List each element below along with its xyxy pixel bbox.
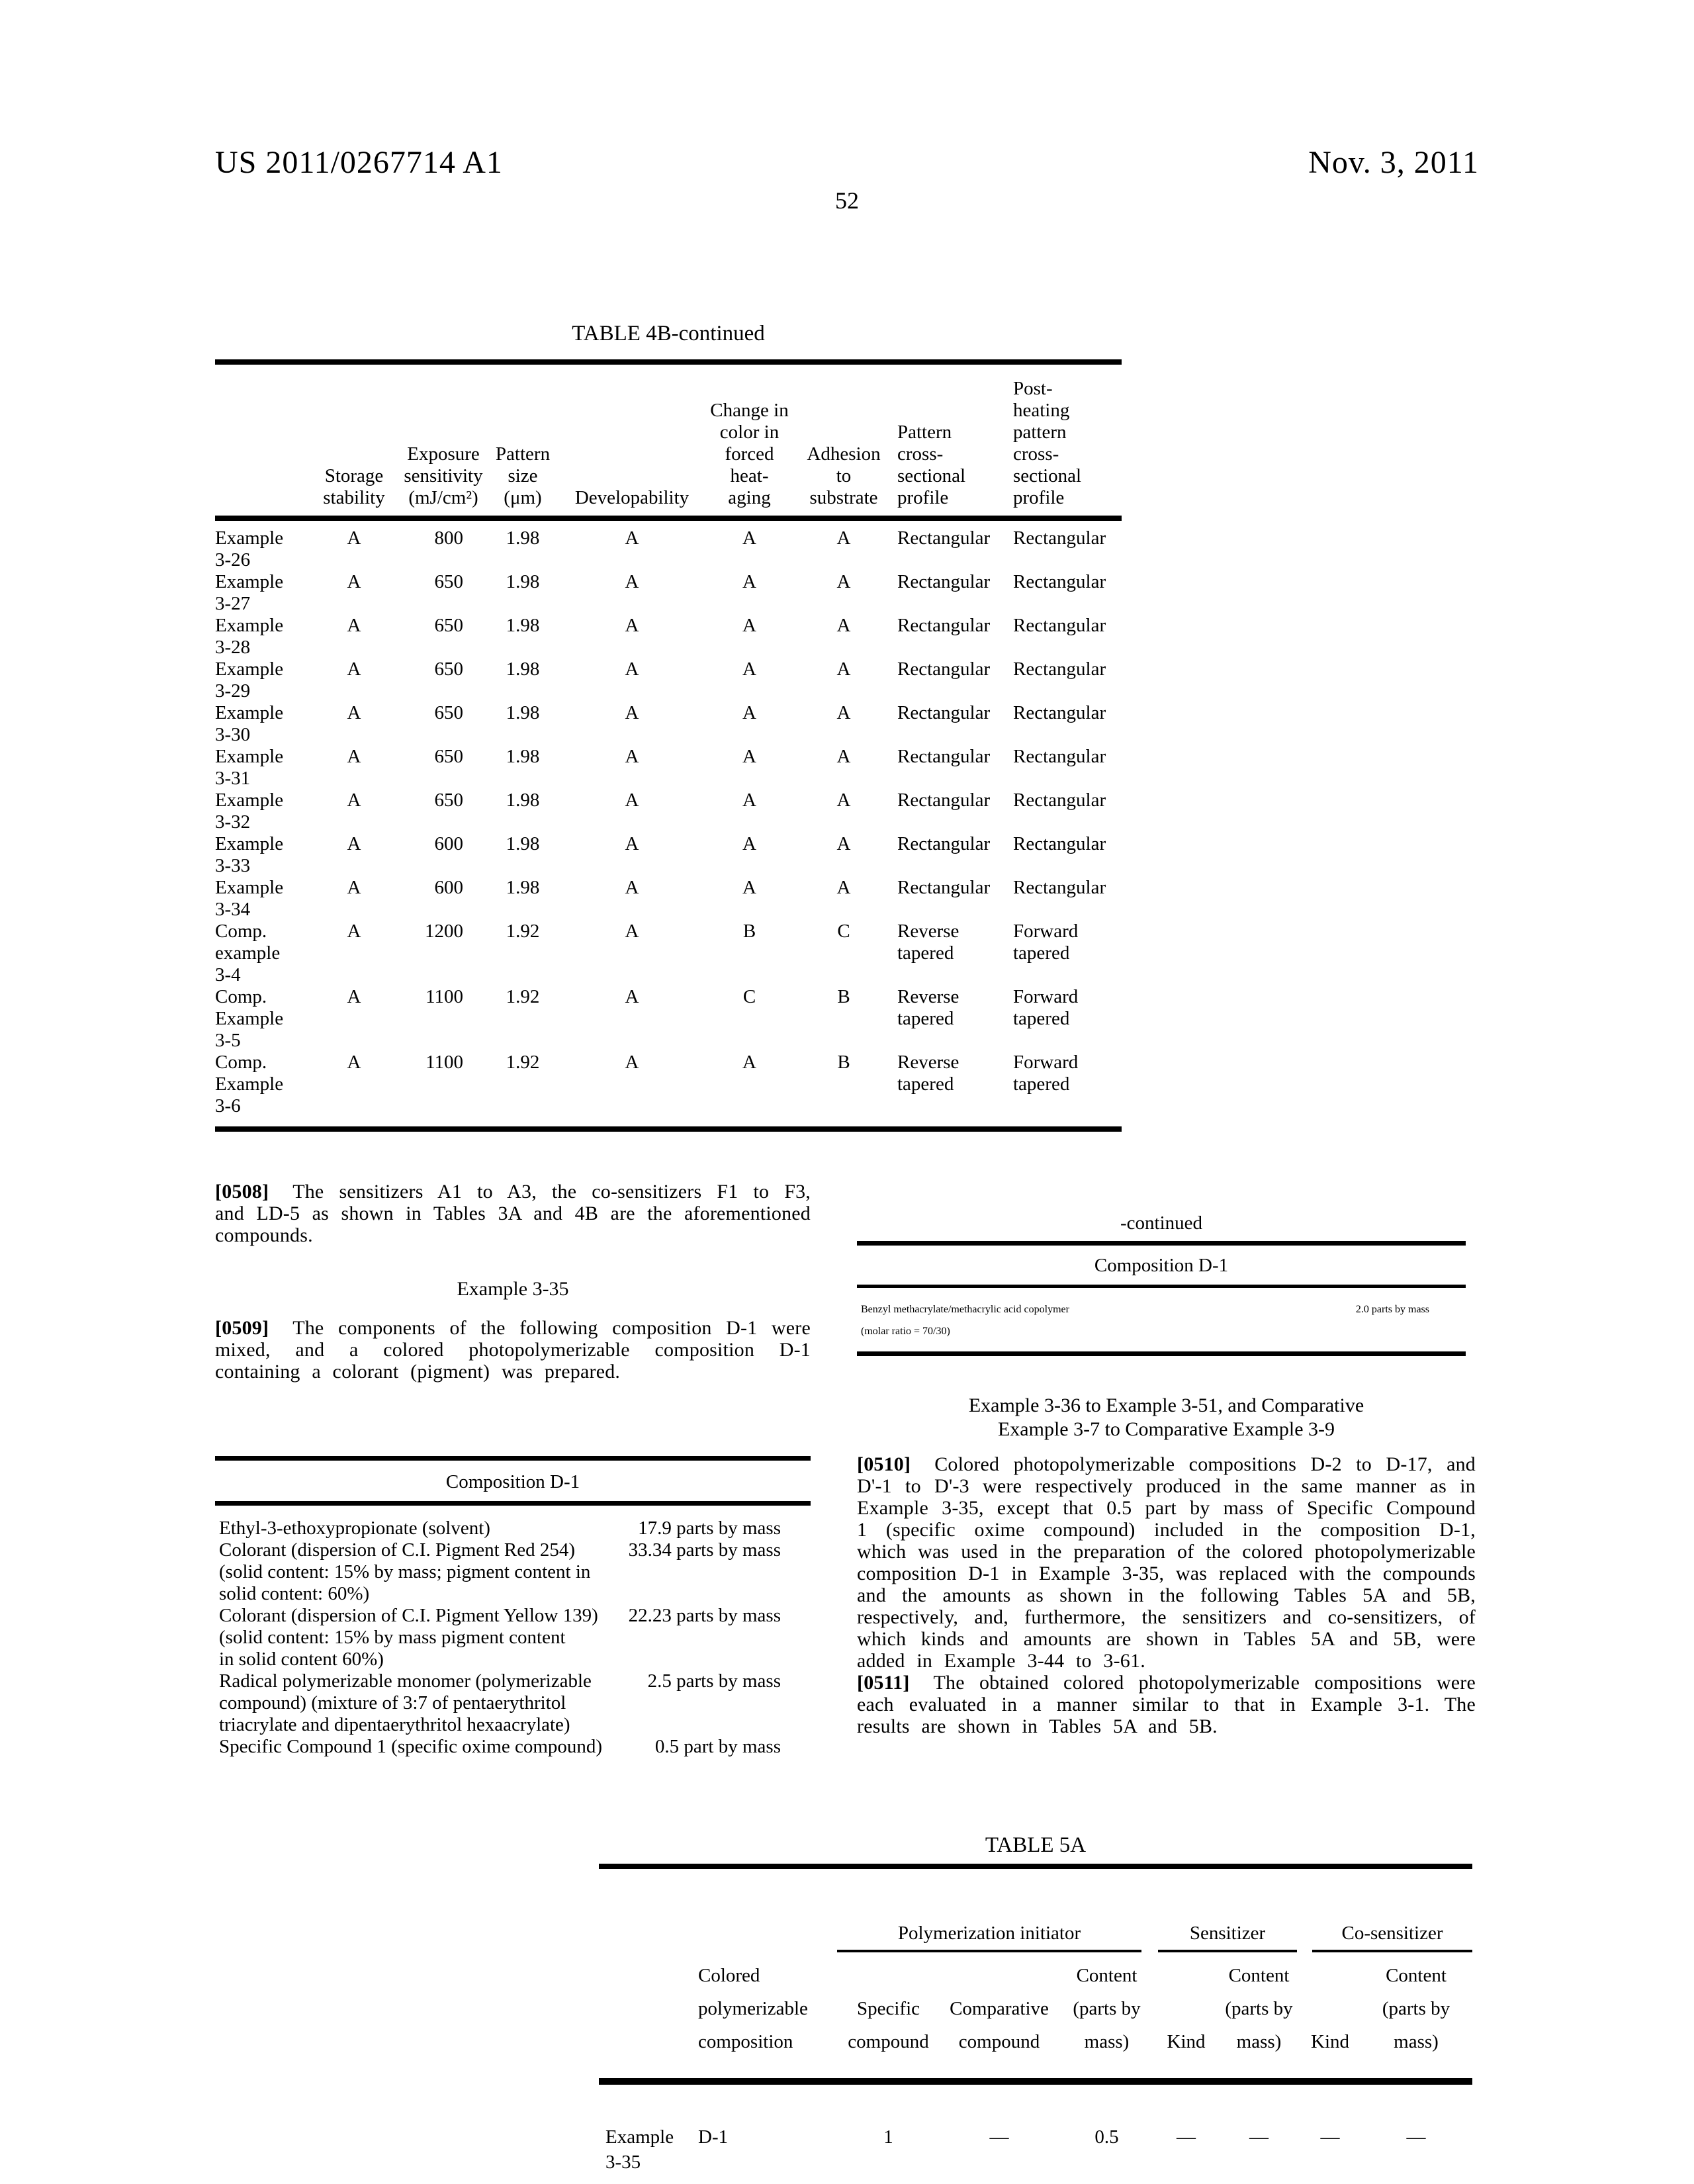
- table-cell: 1100: [425, 986, 463, 1007]
- column-header: Content (parts by mass): [1073, 1965, 1141, 2052]
- table-cell: A: [742, 1052, 756, 1073]
- table-row: [215, 615, 1122, 659]
- table5a: [599, 1864, 1472, 2175]
- table-cell: Rectangular: [1013, 659, 1106, 680]
- table-cell: A: [836, 615, 851, 636]
- paragraph-0508: [215, 1181, 811, 1246]
- component-name: Benzyl methacrylate/methacrylic acid copolymer (molar ratio = 70/30): [861, 1304, 1069, 1337]
- table-cell: Rectangular: [897, 790, 991, 811]
- table-cell: 1.98: [506, 877, 540, 898]
- table4b-header-row: [215, 365, 1122, 521]
- table-cell: A: [836, 527, 851, 549]
- table-cell: Forward tapered: [1013, 921, 1079, 964]
- table-cell: —: [989, 2126, 1009, 2148]
- table-row: [215, 659, 1122, 702]
- table-cell: Comp. example 3-4: [215, 921, 281, 985]
- table-cell: A: [625, 702, 639, 723]
- continued-caption: -continued: [1120, 1212, 1202, 1234]
- table-row: [599, 2124, 1472, 2175]
- continued-table-box: [857, 1241, 1466, 1356]
- table-cell: Rectangular: [897, 615, 991, 636]
- column-header: Developability: [574, 487, 690, 508]
- column-header: Content (parts by mass): [1382, 1965, 1450, 2052]
- table-cell: Reverse tapered: [897, 1052, 959, 1095]
- table-cell: 600: [434, 877, 463, 898]
- example-3-36-heading: Example 3-36 to Example 3-51, and Comparative Example 3-7 to Comparative Example 3-9: [968, 1394, 1364, 1440]
- page-number: 52: [835, 187, 859, 214]
- table-cell: A: [625, 571, 639, 592]
- table-cell: Example 3-30: [215, 702, 284, 745]
- paragraph-0510: [857, 1453, 1476, 1672]
- example-3-35-heading: Example 3-35: [457, 1278, 569, 1300]
- table-cell: Rectangular: [897, 877, 991, 898]
- group-header-polymerization-initiator: Polymerization initiator: [837, 1922, 1141, 1952]
- table-row: [215, 702, 1122, 746]
- component-amount: 2.0 parts by mass: [1355, 1304, 1429, 1315]
- table4b-title: TABLE 4B-continued: [572, 322, 765, 345]
- table-cell: Rectangular: [1013, 833, 1106, 854]
- table-cell: A: [836, 746, 851, 767]
- column-header: Content (parts by mass): [1225, 1965, 1293, 2052]
- table-cell: Comp. Example 3-5: [215, 986, 284, 1051]
- paragraph-text: The sensitizers A1 to A3, the co-sensitizers F1 to F3, and LD-5 as shown in Tables 3A and 4B are the aforementioned compounds.: [215, 1181, 811, 1246]
- table-cell: Rectangular: [1013, 571, 1106, 592]
- table-cell: Forward tapered: [1013, 986, 1079, 1029]
- table-cell: Rectangular: [897, 833, 991, 854]
- component-amount: 0.5 part by mass: [654, 1736, 781, 1757]
- paragraph-number: [0510]: [857, 1453, 911, 1475]
- table5a-group-header-row: [599, 1869, 1472, 1952]
- table-cell: Rectangular: [1013, 527, 1106, 549]
- table-cell: 650: [434, 790, 463, 811]
- table-cell: 1.98: [506, 790, 540, 811]
- paragraph-0511: [857, 1672, 1476, 1737]
- table-cell: 0.5: [1094, 2126, 1119, 2148]
- component-name: Radical polymerizable monomer (polymerizable compound) (mixture of 3:7 of pentaerythritol triacrylate and dipentaerythritol hexaacrylate): [219, 1670, 592, 1735]
- table-cell: A: [836, 659, 851, 680]
- table-cell: Reverse tapered: [897, 921, 959, 964]
- table-cell: A: [742, 790, 756, 811]
- table-cell: A: [836, 877, 851, 898]
- table-cell: A: [836, 833, 851, 854]
- table4b-body: [215, 521, 1122, 1132]
- group-header-co-sensitizer: Co-sensitizer: [1312, 1922, 1472, 1952]
- column-header: Adhesion to substrate: [807, 443, 881, 508]
- table-cell: A: [347, 833, 361, 854]
- table-cell: Example 3-32: [215, 790, 284, 833]
- table-cell: A: [347, 986, 361, 1007]
- component-name: Specific Compound 1 (specific oxime compound): [219, 1736, 603, 1757]
- table-cell: D-1: [698, 2126, 729, 2148]
- table-cell: A: [347, 659, 361, 680]
- table-cell: A: [836, 790, 851, 811]
- table-cell: A: [742, 746, 756, 767]
- column-header: Change in color in forced heat- aging: [710, 400, 789, 508]
- table4b: [215, 359, 1122, 1132]
- table-cell: Rectangular: [897, 746, 991, 767]
- table-cell: Forward tapered: [1013, 1052, 1079, 1095]
- table-row: [215, 921, 1122, 986]
- table-cell: 1.92: [506, 1052, 540, 1073]
- table-cell: —: [1406, 2126, 1426, 2148]
- table-cell: Rectangular: [1013, 877, 1106, 898]
- table-cell: A: [347, 571, 361, 592]
- right-column-paragraphs: [857, 1453, 1476, 1737]
- table-cell: C: [837, 921, 850, 942]
- component-amount: 33.34 parts by mass: [628, 1539, 781, 1561]
- patent-number: US 2011/0267714 A1: [215, 145, 503, 180]
- table-cell: 1: [883, 2126, 893, 2148]
- table-cell: A: [625, 746, 639, 767]
- table-cell: —: [1249, 2126, 1269, 2148]
- table-cell: A: [625, 659, 639, 680]
- table-cell: A: [347, 702, 361, 723]
- table-cell: 1.98: [506, 615, 540, 636]
- table-row: [215, 833, 1122, 877]
- composition-table-caption: Composition D-1: [215, 1461, 811, 1506]
- component-amount: 17.9 parts by mass: [638, 1518, 781, 1539]
- table-cell: 1.92: [506, 921, 540, 942]
- table-cell: A: [347, 877, 361, 898]
- table-cell: B: [837, 1052, 850, 1073]
- table-cell: 1200: [425, 921, 463, 942]
- table-cell: A: [625, 615, 639, 636]
- table-cell: A: [625, 527, 639, 549]
- group-header-sensitizer: Sensitizer: [1158, 1922, 1297, 1952]
- table-cell: A: [836, 702, 851, 723]
- table-cell: A: [742, 833, 756, 854]
- paragraph-text: The obtained colored photopolymerizable compositions were each evaluated in a manner similar to that in Example 3-1. The results are shown in Tables 5A and 5B.: [857, 1672, 1476, 1737]
- composition-items: [857, 1288, 1466, 1356]
- table-cell: A: [347, 746, 361, 767]
- paragraph-number: [0511]: [857, 1672, 910, 1694]
- table-cell: Rectangular: [1013, 746, 1106, 767]
- column-header: Comparative compound: [950, 1998, 1049, 2052]
- table-row: [215, 986, 1122, 1052]
- table-cell: Example 3-33: [215, 833, 284, 876]
- table-cell: —: [1177, 2126, 1196, 2148]
- table-cell: Rectangular: [897, 702, 991, 723]
- table-cell: 1.92: [506, 986, 540, 1007]
- paragraph-number: [0509]: [215, 1317, 269, 1339]
- column-header: Colored polymerizable composition: [698, 1965, 808, 2052]
- table-cell: 650: [434, 571, 463, 592]
- composition-item: [219, 1518, 781, 1539]
- table-cell: —: [1320, 2126, 1340, 2148]
- composition-items: [215, 1506, 811, 1771]
- table-cell: 600: [434, 833, 463, 854]
- table-cell: A: [347, 921, 361, 942]
- table5a-title: TABLE 5A: [985, 1833, 1087, 1857]
- paragraph-number: [0508]: [215, 1181, 269, 1203]
- composition-item: [861, 1298, 1429, 1342]
- table-cell: A: [836, 571, 851, 592]
- paragraph-text: Colored photopolymerizable compositions D-2 to D-17, and D'-1 to D'-3 were respectively produced in the same manner as in Example 3-35, except that 0.5 part by mass of Specific Compound 1 (specific oxime compound) included in the composition D-1, which was used in the preparation of the colored photopolymerizable composition D-1 in Example 3-35, was replaced with the compounds and the amounts as shown in the following Tables 5A and 5B, respectively, and, furthermore, the sensitizers and co-sensitizers, of which kinds and amounts are shown in Tables 5A and 5B, were added in Example 3-44 to 3-61.: [857, 1453, 1476, 1672]
- table-cell: 1.98: [506, 833, 540, 854]
- column-header: Exposure sensitivity (mJ/cm²): [404, 443, 483, 508]
- composition-table-caption: Composition D-1: [857, 1246, 1466, 1288]
- column-header: Pattern cross- sectional profile: [897, 422, 966, 508]
- table-cell: 650: [434, 746, 463, 767]
- table-cell: B: [742, 921, 756, 942]
- table-cell: A: [742, 615, 756, 636]
- component-name: Colorant (dispersion of C.I. Pigment Red 254) (solid content: 15% by mass; pigment content in solid content: 60%): [219, 1539, 591, 1604]
- component-name: Colorant (dispersion of C.I. Pigment Yellow 139) (solid content: 15% by mass pigment content in solid content 60%): [219, 1605, 598, 1670]
- component-amount: 22.23 parts by mass: [628, 1605, 781, 1626]
- table-cell: C: [742, 986, 756, 1007]
- table-cell: A: [625, 877, 639, 898]
- table-cell: Comp. Example 3-6: [215, 1052, 284, 1116]
- table-cell: A: [625, 833, 639, 854]
- table-cell: Rectangular: [897, 527, 991, 549]
- composition-item: [219, 1736, 781, 1758]
- paragraph-text: The components of the following composition D-1 were mixed, and a colored photopolymerizable composition D-1 containing a colorant (pigment) was prepared.: [215, 1317, 811, 1383]
- table-cell: B: [837, 986, 850, 1007]
- table-cell: 1100: [425, 1052, 463, 1073]
- component-amount: 2.5 parts by mass: [647, 1670, 781, 1692]
- table-cell: Reverse tapered: [897, 986, 959, 1029]
- table-cell: Example 3-28: [215, 615, 284, 658]
- table-cell: A: [742, 702, 756, 723]
- table-row: [215, 1052, 1122, 1117]
- composition-item: [219, 1670, 781, 1736]
- table-cell: A: [625, 921, 639, 942]
- continued-table: [857, 1212, 1466, 1356]
- table-cell: A: [625, 790, 639, 811]
- table-cell: A: [347, 615, 361, 636]
- table-cell: A: [625, 1052, 639, 1073]
- column-header: Pattern size (μm): [495, 443, 551, 508]
- table5a-body: [599, 2085, 1472, 2175]
- table-cell: A: [625, 986, 639, 1007]
- table-cell: A: [742, 659, 756, 680]
- table-cell: Example 3-34: [215, 877, 284, 920]
- table-cell: Example 3-31: [215, 746, 284, 789]
- paragraph-0509: [215, 1317, 811, 1383]
- table-cell: Example 3-35: [605, 2126, 674, 2173]
- column-header: Kind: [1167, 2031, 1206, 2052]
- table-row: [215, 746, 1122, 790]
- table-cell: Rectangular: [1013, 615, 1106, 636]
- composition-item: [219, 1605, 781, 1670]
- table-cell: 650: [434, 615, 463, 636]
- table-cell: A: [742, 527, 756, 549]
- table5a-header-row: [599, 1952, 1472, 2085]
- table-row: [215, 527, 1122, 571]
- composition-item: [219, 1539, 781, 1605]
- table-cell: Rectangular: [1013, 790, 1106, 811]
- table-cell: Example 3-27: [215, 571, 284, 614]
- column-header: Storage stability: [323, 465, 385, 508]
- column-header: Specific compound: [848, 1998, 929, 2052]
- table-cell: 800: [434, 527, 463, 549]
- table-row: [215, 790, 1122, 833]
- column-header: Post- heating pattern cross- sectional profile: [1013, 378, 1082, 508]
- composition-d1-table: [215, 1456, 811, 1771]
- publication-date: Nov. 3, 2011: [1308, 145, 1479, 180]
- table-cell: A: [347, 1052, 361, 1073]
- column-header: Kind: [1311, 2031, 1349, 2052]
- table-cell: 1.98: [506, 702, 540, 723]
- table-cell: Rectangular: [1013, 702, 1106, 723]
- component-name: Ethyl-3-ethoxypropionate (solvent): [219, 1518, 490, 1539]
- table-cell: 1.98: [506, 527, 540, 549]
- table-cell: Rectangular: [897, 571, 991, 592]
- table-cell: 1.98: [506, 746, 540, 767]
- table-cell: 1.98: [506, 571, 540, 592]
- table-row: [215, 877, 1122, 921]
- table-row: [215, 571, 1122, 615]
- table-cell: A: [742, 571, 756, 592]
- table-cell: Rectangular: [897, 659, 991, 680]
- table-cell: 650: [434, 702, 463, 723]
- table-cell: Example 3-26: [215, 527, 284, 570]
- table-cell: 1.98: [506, 659, 540, 680]
- table-cell: A: [347, 527, 361, 549]
- table-cell: Example 3-29: [215, 659, 284, 702]
- table-cell: A: [742, 877, 756, 898]
- table-cell: A: [347, 790, 361, 811]
- table-cell: 650: [434, 659, 463, 680]
